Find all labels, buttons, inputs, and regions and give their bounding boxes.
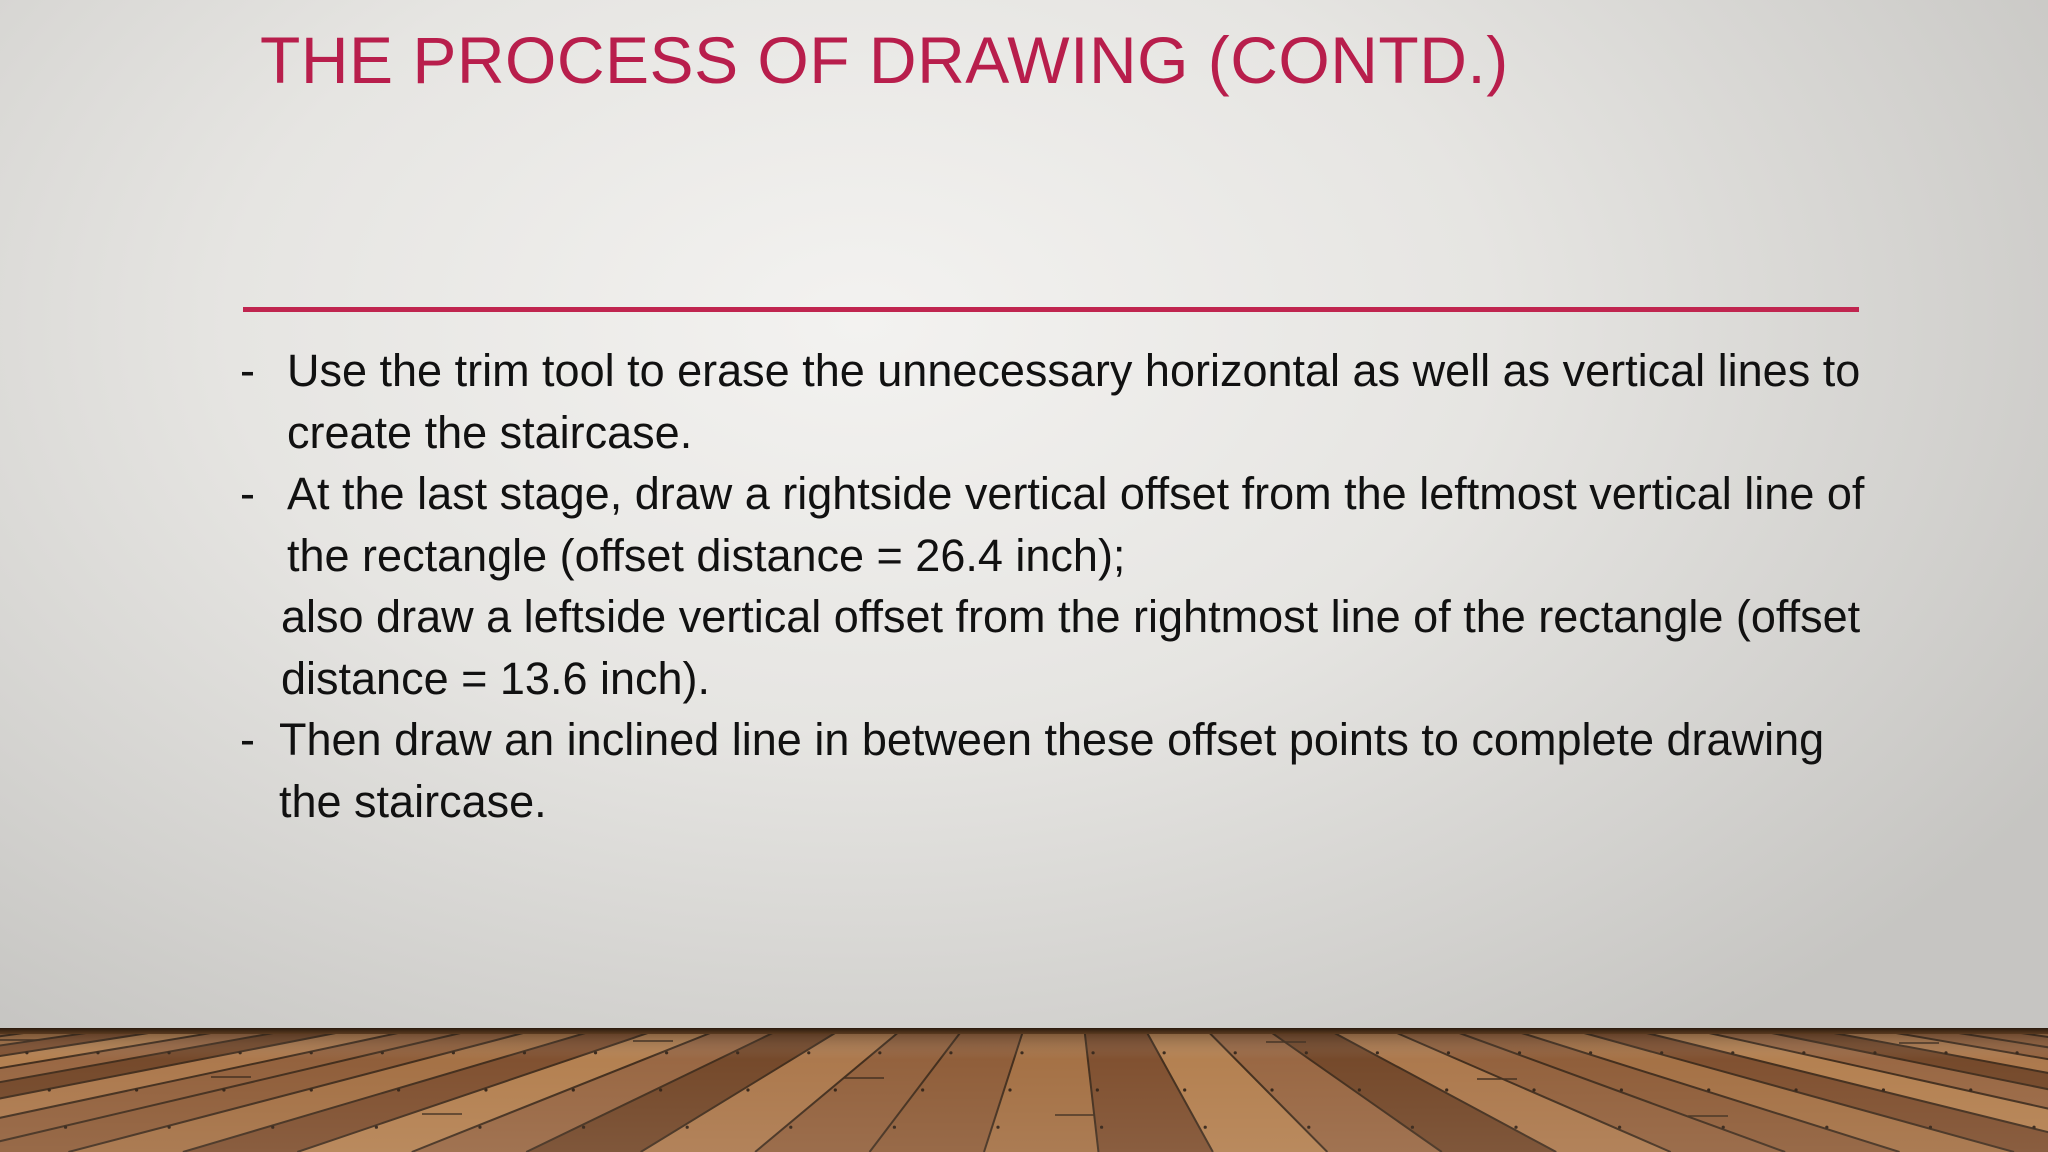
bullet-text: Use the trim tool to erase the unnecessary horizontal as well as vertical lines to create the staircase. — [287, 345, 1861, 458]
bullet-item — [235, 340, 1875, 463]
wood-floor-planks — [0, 1028, 2048, 1152]
bullet-continuation — [235, 586, 1875, 709]
bullet-marker: - — [240, 714, 255, 765]
title-divider — [243, 307, 1859, 312]
bullet-item — [235, 709, 1875, 832]
floor-sheen — [0, 1028, 2048, 1152]
slide-title: THE PROCESS OF DRAWING (CONTD.) — [260, 23, 1509, 97]
wood-floor-image — [0, 1028, 2048, 1152]
bullet-marker: - — [240, 468, 255, 519]
bullet-list — [235, 340, 1875, 832]
bullet-text: Then draw an inclined line in between these offset points to complete drawing the staircase. — [279, 714, 1825, 827]
floor-edge — [0, 1028, 2048, 1034]
bullet-marker: - — [240, 345, 255, 396]
bullet-text: At the last stage, draw a rightside vertical offset from the leftmost vertical line of the rectangle (offset distance = 26.4 inch); — [287, 468, 1865, 581]
bullet-text: also draw a leftside vertical offset from the rightmost line of the rectangle (offset distance = 13.6 inch). — [281, 591, 1861, 704]
bullet-item — [235, 463, 1875, 586]
